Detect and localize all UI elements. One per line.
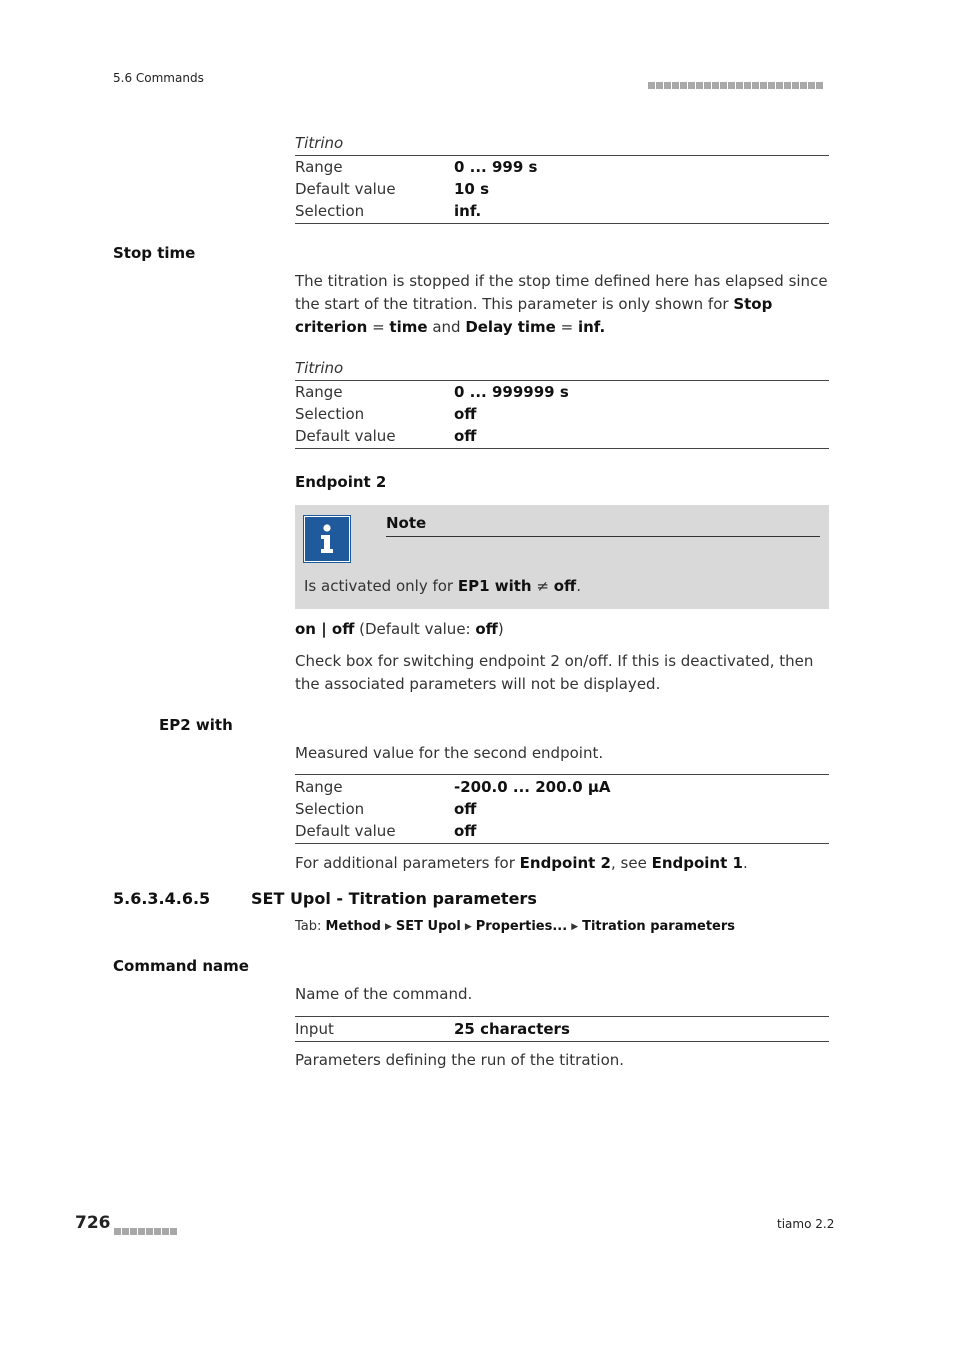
note-title: Note: [386, 514, 427, 532]
dot-decoration: [816, 82, 823, 89]
row-key: Input: [295, 1020, 334, 1038]
table-caption: Titrino: [295, 131, 829, 156]
dot-decoration: [752, 82, 759, 89]
dot-decoration: [800, 82, 807, 89]
section-title: SET Upol - Titration parameters: [251, 889, 537, 908]
row-value: off: [454, 822, 477, 840]
dot-decoration: [776, 82, 783, 89]
table-row: [295, 820, 829, 842]
command-name-description: Name of the command.: [295, 985, 473, 1003]
row-key: Range: [295, 158, 343, 176]
ep2-with-table: [295, 774, 829, 844]
dot-decoration: [728, 82, 735, 89]
row-value: 25 characters: [454, 1020, 570, 1038]
dot-decoration: [768, 82, 775, 89]
dot-decoration: [648, 82, 655, 89]
dot-decoration: [672, 82, 679, 89]
dot-decoration: [704, 82, 711, 89]
endpoint-2-options: on | off (Default value: off): [295, 620, 504, 638]
row-key: Default value: [295, 822, 396, 840]
dot-decoration: [114, 1228, 121, 1235]
dot-decoration: [130, 1228, 137, 1235]
note-divider: [386, 536, 820, 537]
titrino-stop-time-table: [295, 356, 829, 449]
triangle-right-icon: ▶: [385, 922, 392, 932]
row-value: -200.0 ... 200.0 µA: [454, 778, 611, 796]
triangle-right-icon: ▶: [464, 922, 472, 932]
table-row: [295, 156, 829, 178]
table-row: [295, 425, 829, 447]
row-key: Selection: [295, 800, 365, 818]
table-row: [295, 776, 829, 798]
product-version: tiamo 2.2: [777, 1217, 835, 1231]
dot-decoration: [744, 82, 751, 89]
row-value: inf.: [454, 202, 482, 220]
table-row: [295, 200, 829, 222]
footer-dot-decoration: [114, 1220, 177, 1239]
breadcrumb-item: Method: [325, 919, 381, 934]
ep2-additional-params: For additional parameters for Endpoint 2, see Endpoint 1.: [295, 854, 748, 872]
dot-decoration: [170, 1228, 177, 1235]
dot-decoration: [784, 82, 791, 89]
table-row: [295, 178, 829, 200]
note-box: [295, 505, 829, 609]
triangle-right-icon: ▶: [571, 922, 579, 932]
ep2-with-label: EP2 with: [159, 716, 233, 734]
table-row: [295, 1018, 829, 1040]
table-row: [295, 798, 829, 820]
endpoint-2-label: Endpoint 2: [295, 473, 387, 491]
row-value: 0 ... 999 s: [454, 158, 538, 176]
dot-decoration: [720, 82, 727, 89]
row-key: Selection: [295, 202, 365, 220]
row-key: Range: [295, 778, 343, 796]
row-value: 0 ... 999999 s: [454, 383, 569, 401]
titration-params-description: Parameters defining the run of the titration.: [295, 1051, 625, 1069]
dot-decoration: [664, 82, 671, 89]
dot-decoration: [808, 82, 815, 89]
dot-decoration: [736, 82, 743, 89]
table-row: [295, 381, 829, 403]
section-number: 5.6.3.4.6.5: [113, 889, 211, 908]
info-icon: [304, 516, 350, 562]
row-value: off: [454, 405, 477, 423]
row-key: Default value: [295, 427, 396, 445]
dot-decoration: [680, 82, 687, 89]
row-key: Range: [295, 383, 343, 401]
row-value: 10 s: [454, 180, 490, 198]
row-value: off: [454, 800, 477, 818]
breadcrumb-item: SET Upol: [395, 919, 461, 934]
dot-decoration: [688, 82, 695, 89]
stop-time-description: The titration is stopped if the stop time defined here has elapsed since the start of the titration. This parameter is only shown for Stop criterion = time and Delay time = inf.: [295, 272, 828, 336]
page-number: 726: [75, 1213, 111, 1233]
dot-decoration: [792, 82, 799, 89]
table-row: [295, 403, 829, 425]
row-key: Default value: [295, 180, 396, 198]
endpoint-1-link[interactable]: Endpoint 1: [651, 854, 743, 872]
breadcrumb-item: Properties...: [475, 919, 568, 934]
titrino-delay-table: [295, 131, 829, 224]
row-key: Selection: [295, 405, 365, 423]
tab-breadcrumb: Tab: Method ▶ SET Upol ▶ Properties... ▶ Titration parameters: [295, 919, 736, 934]
endpoint-2-description: Check box for switching endpoint 2 on/off. If this is deactivated, then the associated parameters will not be displayed.: [295, 652, 814, 693]
breadcrumb-item: Titration parameters: [582, 919, 736, 934]
stop-time-label: Stop time: [113, 244, 196, 262]
dot-decoration: [712, 82, 719, 89]
dot-decoration: [760, 82, 767, 89]
row-value: off: [454, 427, 477, 445]
command-name-table: [295, 1016, 829, 1042]
ep2-with-description: Measured value for the second endpoint.: [295, 744, 604, 762]
header-dot-decoration: [648, 74, 829, 82]
dot-decoration: [138, 1228, 145, 1235]
note-text: Is activated only for EP1 with ≠ off.: [304, 577, 581, 595]
command-name-label: Command name: [113, 957, 249, 975]
dot-decoration: [696, 82, 703, 89]
dot-decoration: [162, 1228, 169, 1235]
dot-decoration: [122, 1228, 129, 1235]
dot-decoration: [656, 82, 663, 89]
dot-decoration: [154, 1228, 161, 1235]
endpoint-2-link: Endpoint 2: [519, 854, 611, 872]
running-header-section: 5.6 Commands: [113, 71, 204, 85]
table-caption: Titrino: [295, 356, 829, 381]
dot-decoration: [146, 1228, 153, 1235]
